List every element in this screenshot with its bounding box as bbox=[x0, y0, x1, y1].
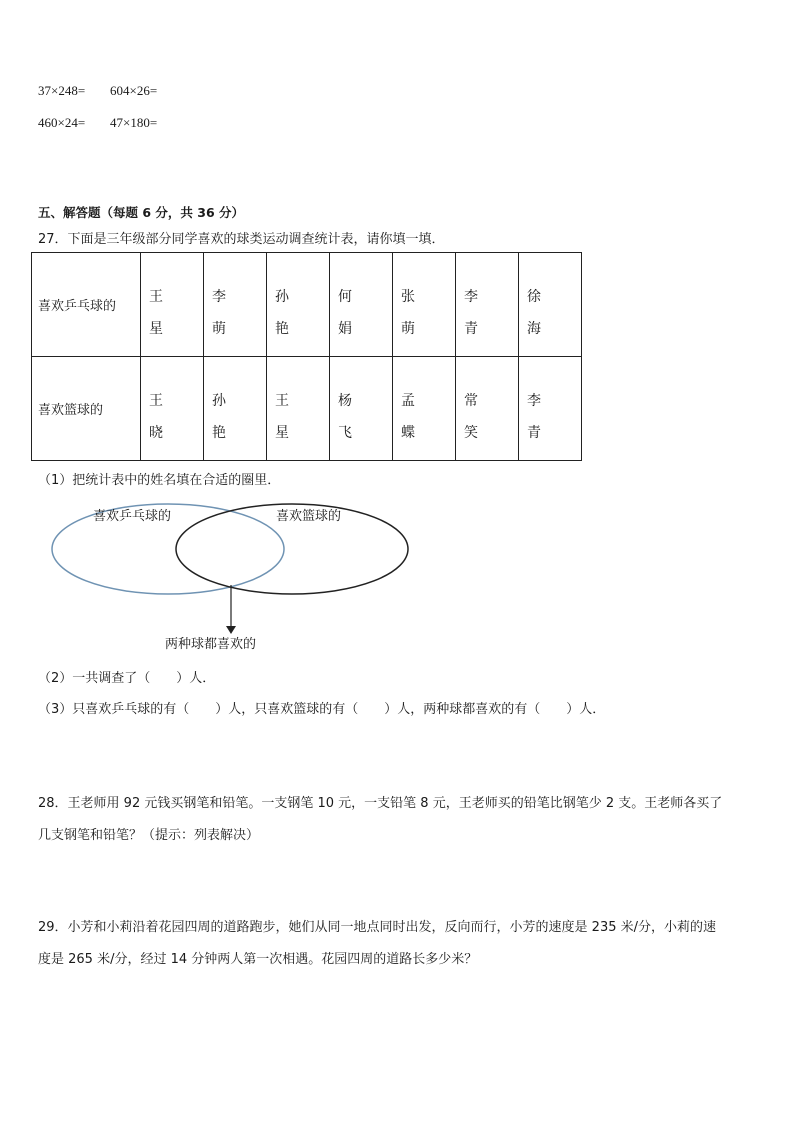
q27-sub1: （1）把统计表中的姓名填在合适的圈里． bbox=[38, 473, 281, 488]
name-cell: 王 晓 bbox=[141, 357, 204, 461]
q28-line2: 几支钢笔和铅笔？（提示：列表解决） bbox=[38, 828, 260, 843]
venn-label-pingpong: 喜欢乒乓球的 bbox=[93, 509, 172, 524]
table-row-basketball bbox=[32, 357, 582, 461]
row-header-pingpong: 喜欢乒乓球的 bbox=[32, 253, 141, 357]
name-cell: 孟 蝶 bbox=[393, 357, 456, 461]
calc-expr-1: 37×248= bbox=[38, 83, 86, 98]
name-cell: 孙 艳 bbox=[204, 357, 267, 461]
survey-table bbox=[31, 252, 582, 461]
q27-sub3: （3）只喜欢乒乓球的有（ ）人，只喜欢篮球的有（ ）人，两种球都喜欢的有（ ）人． bbox=[38, 702, 606, 717]
calc-expr-3: 460×24= bbox=[38, 115, 86, 130]
venn-label-both: 两种球都喜欢的 bbox=[165, 637, 257, 652]
name-cell: 何 娟 bbox=[330, 253, 393, 357]
name-cell: 李 萌 bbox=[204, 253, 267, 357]
name-cell: 常 笑 bbox=[456, 357, 519, 461]
name-cell: 王 星 bbox=[141, 253, 204, 357]
row-header-basketball: 喜欢篮球的 bbox=[32, 357, 141, 461]
name-cell: 徐 海 bbox=[519, 253, 582, 357]
name-cell: 李 青 bbox=[456, 253, 519, 357]
name-cell: 张 萌 bbox=[393, 253, 456, 357]
name-cell: 杨 飞 bbox=[330, 357, 393, 461]
name-cell: 孙 艳 bbox=[267, 253, 330, 357]
q29-line1: 29．小芳和小莉沿着花园四周的道路跑步，她们从同一地点同时出发，反向而行，小芳的速度是 235 米/分，小莉的速 bbox=[38, 920, 717, 935]
venn-label-basketball: 喜欢篮球的 bbox=[276, 509, 342, 524]
name-cell: 王 星 bbox=[267, 357, 330, 461]
q29-line2: 度是 265 米/分，经过 14 分钟两人第一次相遇。花园四周的道路长多少米？ bbox=[38, 952, 478, 967]
calc-expr-2: 604×26= bbox=[110, 83, 158, 98]
q28-line1: 28．王老师用 92 元钱买钢笔和铅笔。一支钢笔 10 元，一支铅笔 8 元，王老师买的铅笔比钢笔少 2 支。王老师各买了 bbox=[38, 796, 723, 811]
q27-sub2: （2）一共调查了（ ）人． bbox=[38, 671, 216, 686]
table-row-pingpong bbox=[32, 253, 582, 357]
calc-expr-4: 47×180= bbox=[110, 115, 158, 130]
q27-stem: 27．下面是三年级部分同学喜欢的球类运动调查统计表，请你填一填． bbox=[38, 232, 445, 247]
name-cell: 李 青 bbox=[519, 357, 582, 461]
section-title: 五、解答题（每题 6 分，共 36 分） bbox=[38, 205, 245, 220]
